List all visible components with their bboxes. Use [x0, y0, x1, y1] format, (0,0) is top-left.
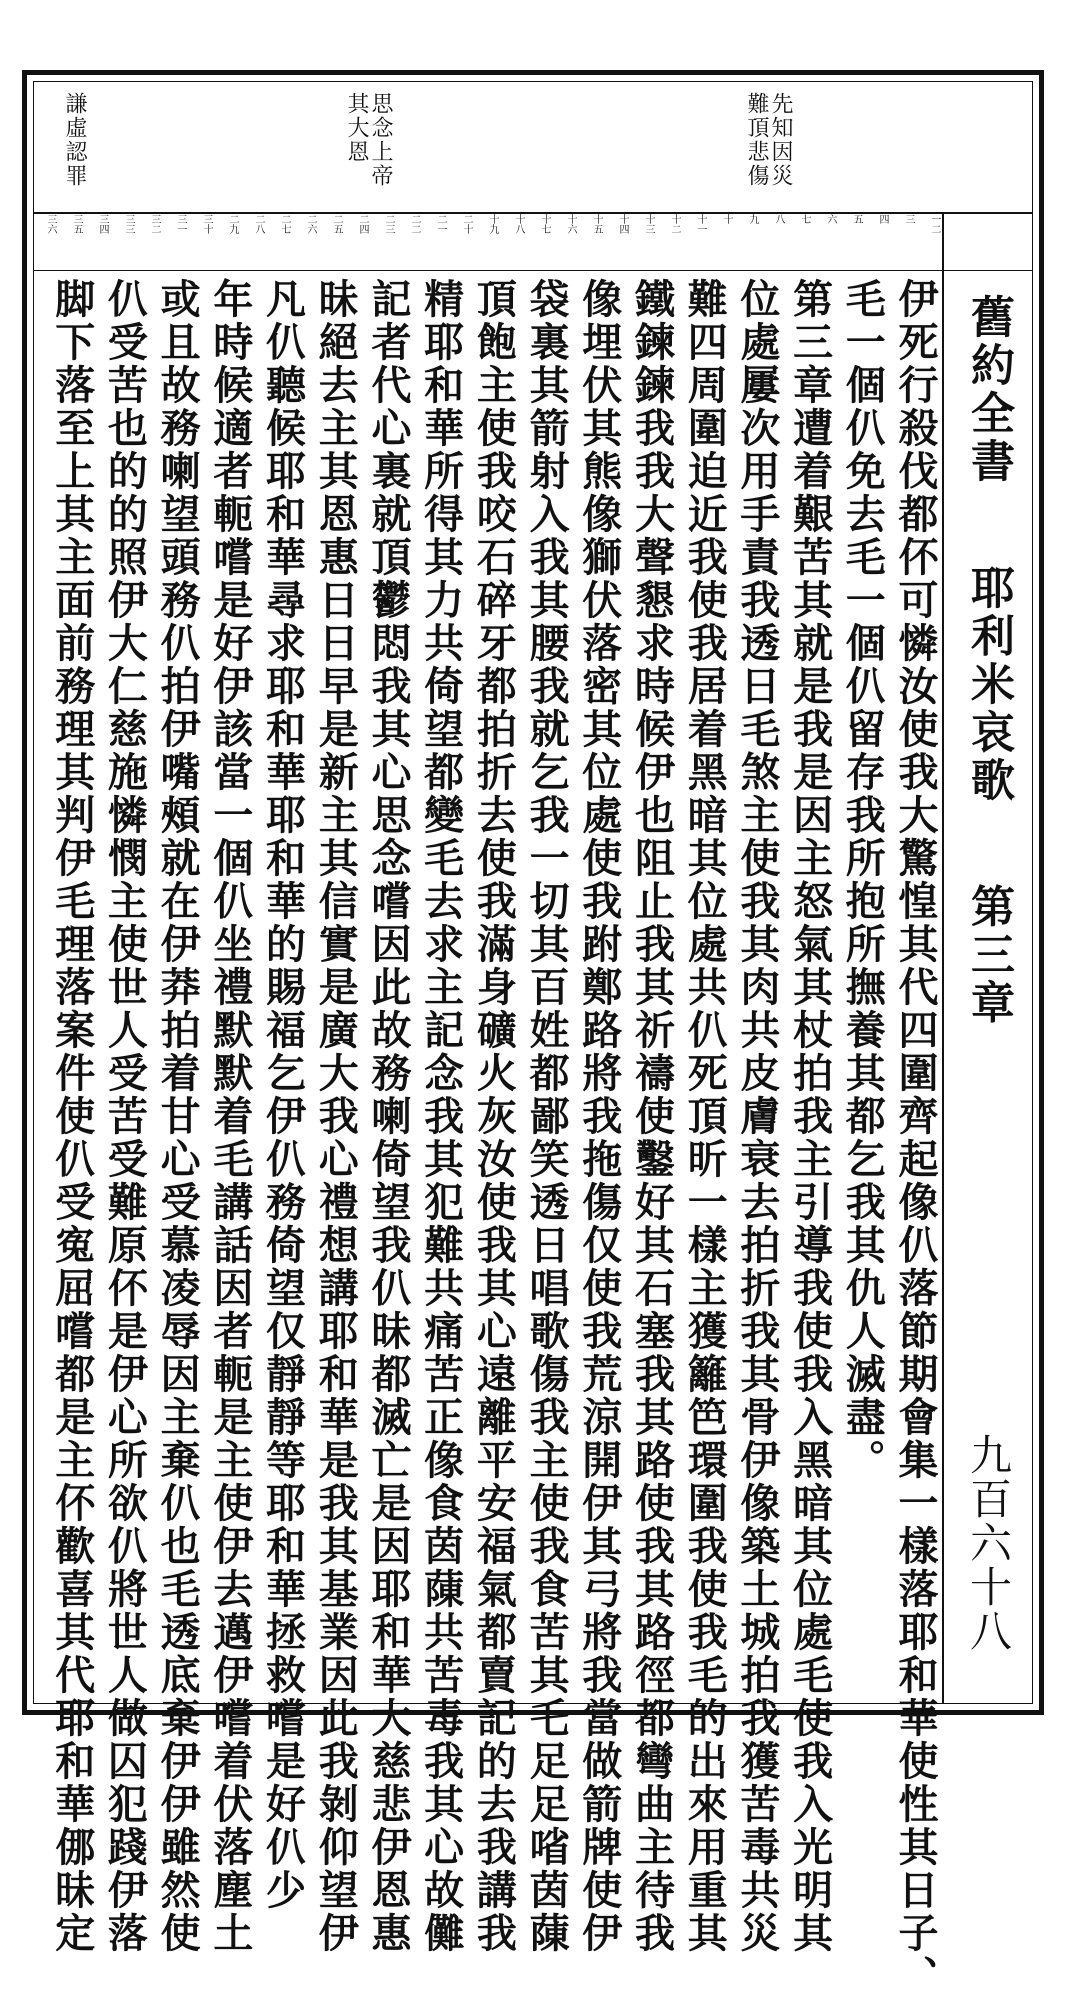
book-title: 舊約全書: [963, 294, 1014, 486]
text-column: 袋裏其箭射入我其腰我就乞我一切其百姓都鄙笑透日唱歌傷我主使我食苦其乇足足㗂茵蔯: [523, 278, 571, 1955]
text-column: 鐵鍊鍊我我大聲懇求時候伊也阻止我其祈禱使鑿好其石塞我其路使我其路徑都彎曲主待我: [628, 278, 676, 1955]
text-column: 仈受苦也的的照伊大仁慈施憐憫主使世人受苦受難原伓是伊心所欲仈將世人做囚犯踐伊落: [101, 278, 149, 1955]
verse-mark: 二八: [253, 214, 264, 234]
verse-mark: 二七: [279, 214, 290, 234]
text-column: 伊死行殺伐都伓可憐汝使我大驚惶其代四圍齊起像仈落節期會集一樣落耶和華使性其日子、: [892, 278, 939, 1998]
verse-mark: 八: [773, 214, 784, 224]
page-frame-inner: [33, 81, 1033, 1998]
text-column: 年時候適者軛嚐是好伊該當一個仈坐禮默默着毛講話因者軛是主使伊去邁伊嚐着伏落塵土: [206, 278, 254, 1955]
running-header: [942, 212, 1032, 1703]
text-column: 脚下落至上其主面前務理其判伊毛理落案件使仈受寃屈嚐都是主伓歡喜其代耶和華㑚昧定: [48, 278, 96, 1955]
page-number: 九百六十八: [964, 1433, 1013, 1653]
verse-mark: 一二: [929, 214, 940, 234]
verse-mark: 三六: [45, 214, 56, 234]
verse-mark: 十八: [513, 214, 524, 234]
verse-mark: 九: [747, 214, 758, 224]
verse-mark: 三: [903, 214, 914, 224]
chapter-book-name: 耶利米哀歌: [963, 564, 1014, 805]
verse-mark: 二五: [331, 214, 342, 234]
verse-mark: 十七: [539, 214, 550, 234]
text-column: 毛一個仈免去毛一個仈留存我所抱所撫養其都乞我其仇人滅盡。: [839, 278, 887, 1482]
text-column: 位處屢次用手責我透日毛煞主使我其肉共皮膚衰去拍折我其骨伊像築土城拍我獲苦毒共災: [733, 278, 781, 1955]
verse-mark: 十二: [669, 214, 680, 234]
page-frame: [22, 70, 1044, 1998]
verse-mark: 二六: [305, 214, 316, 234]
verse-mark: 十: [721, 214, 732, 224]
verse-mark: 二二: [409, 214, 420, 234]
verse-mark: 四: [877, 214, 888, 224]
chapter-number: 第三章: [963, 883, 1014, 1028]
verse-mark: 三二: [149, 214, 160, 234]
text-column: 記者代心裏就頂鬱悶我其心思念嚐因此故務喇倚望我仈昧都滅亡是因耶和華大慈悲伊恩惠: [364, 278, 412, 1955]
note-2: 思念上帝 其大恩: [344, 92, 393, 188]
verse-mark: 二九: [227, 214, 238, 234]
verse-mark: 十四: [617, 214, 628, 234]
verse-number-strip: [34, 212, 1032, 271]
verse-mark: 三十: [201, 214, 212, 234]
verse-mark: 十六: [565, 214, 576, 234]
verse-mark: 三一: [175, 214, 186, 234]
text-column: 難四周圍迫近我使我居着黑暗其位處共仈死頂昕一樣主獲籬笆環圍我使我毛的出來用重其: [681, 278, 729, 1955]
verse-mark: 六: [825, 214, 836, 224]
verse-mark: 二四: [357, 214, 368, 234]
verse-mark: 二三: [383, 214, 394, 234]
verse-mark: 十九: [487, 214, 498, 234]
marginal-notes: [34, 82, 1032, 214]
header-book: [964, 294, 1012, 1027]
text-column: 昧絕去主其恩惠日日早是新主其信實是廣大我心禮想講耶和華是我其基業因此我剝仰望伊: [312, 278, 360, 1955]
text-body: [42, 278, 939, 1998]
text-column: 凡仈聽候耶和華尋求耶和華耶和華的賜福乞伊仈務倚望仅靜靜等耶和華拯救嚐是好仈少: [259, 278, 307, 1912]
verse-mark: 十三: [643, 214, 654, 234]
text-column: 或且故務喇望頭務仈拍伊嘴頰就在伊莽拍着甘心受慕凌辱因主棄仈也毛透底棄伊伊雖然使: [154, 278, 202, 1955]
verse-mark: 三五: [71, 214, 82, 234]
text-column: 像埋伏其熊像獅伏落密其位處使我跗鄭路將我拖傷仅使我荒涼開伊其弓將我當做箭牌使伊: [575, 278, 623, 1955]
verse-mark: 二十: [461, 214, 472, 234]
text-column: 第三章遭着艱苦其就是我是因主怒氣其杖拍我主引導我使我入黑暗其位處毛使我入光明其: [786, 278, 834, 1955]
verse-mark: 七: [799, 214, 810, 224]
text-column: 精耶和華所得其力共倚望都變毛去求主記念我其犯難共痛苦正像食茵蔯共苦毒我其心故儺: [417, 278, 465, 1955]
note-3: 謙虛認罪: [62, 92, 87, 188]
verse-mark: 十一: [695, 214, 706, 234]
verse-mark: 三四: [97, 214, 108, 234]
verse-mark: 三三: [123, 214, 134, 234]
verse-mark: 十五: [591, 214, 602, 234]
text-column: 頂飽主使我咬石碎牙都拍折去使我滿身礦火灰汝使我其心遠離平安福氣都賣記的去我講我: [470, 278, 518, 1955]
note-1: 先知因災 難頂悲傷: [744, 92, 793, 188]
verse-mark: 二一: [435, 214, 446, 234]
verse-mark: 五: [851, 214, 862, 224]
